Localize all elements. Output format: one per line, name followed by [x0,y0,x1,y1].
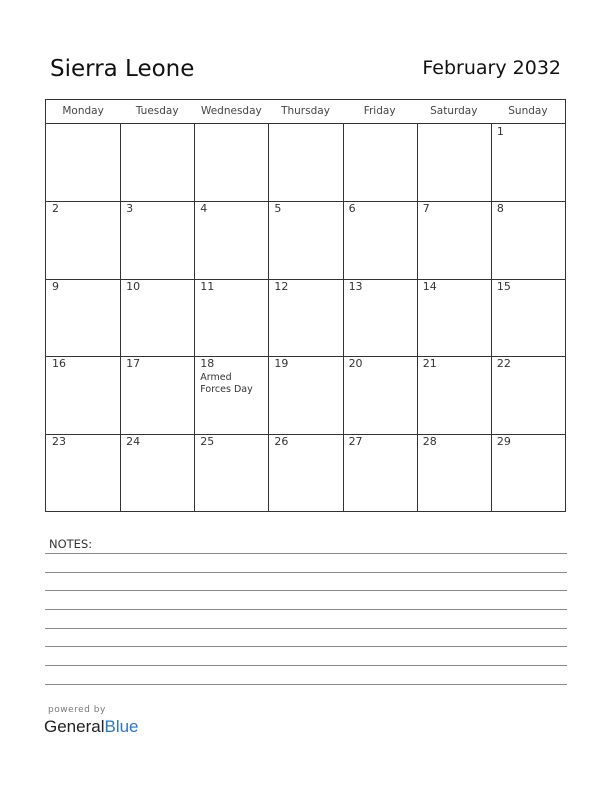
day-cell[interactable] [268,279,342,356]
day-cell[interactable] [417,279,491,356]
country-title: Sierra Leone [50,56,195,82]
day-number: 6 [348,202,356,216]
note-line [45,646,567,647]
weekday-label: Wednesday [200,105,262,117]
day-cell[interactable] [46,201,120,278]
day-grid [46,124,565,511]
day-cell[interactable] [194,124,268,201]
note-line [45,665,567,666]
day-number: 2 [52,202,59,216]
day-cell[interactable] [268,201,342,278]
day-number: 20 [348,357,363,371]
note-line [45,609,567,610]
note-line [45,684,567,685]
day-number: 8 [496,202,504,216]
day-cell[interactable] [417,124,491,201]
day-number: 14 [422,279,437,293]
generalblue-logo[interactable] [44,717,139,737]
day-number: 13 [348,279,363,293]
day-number: 19 [274,357,289,371]
day-cell[interactable] [268,356,342,433]
day-cell[interactable] [417,201,491,278]
notes-label: NOTES: [49,537,93,551]
day-number: 18 [200,357,215,371]
day-number: 4 [200,202,208,216]
day-number: 27 [348,434,363,448]
day-cell[interactable] [194,434,268,511]
day-cell[interactable] [194,356,268,433]
day-cell[interactable] [491,356,565,433]
calendar-grid [45,99,566,512]
note-line [45,572,567,573]
day-number: 16 [52,357,66,371]
day-cell[interactable] [46,124,120,201]
logo-blue: Blue [104,717,139,736]
day-number: 10 [126,279,141,293]
day-number: 15 [496,279,511,293]
day-cell[interactable] [120,279,194,356]
day-cell[interactable] [343,434,417,511]
day-cell[interactable] [343,279,417,356]
note-line [45,628,567,629]
day-cell[interactable] [194,279,268,356]
day-cell[interactable] [46,356,120,433]
day-cell[interactable] [491,124,565,201]
weekday-label: Tuesday [135,105,179,117]
day-number: 28 [422,434,437,448]
weekday-label: Thursday [281,105,330,117]
note-line [45,553,567,554]
day-number: 17 [126,357,141,371]
day-number: 24 [126,434,141,448]
day-number: 7 [422,202,430,216]
note-line [45,590,567,591]
day-number: 11 [200,279,215,293]
day-cell[interactable] [343,124,417,201]
month-title: February 2032 [422,57,561,79]
powered-by-text: powered by [48,705,106,715]
day-cell[interactable] [120,356,194,433]
day-number: 9 [52,279,59,293]
day-number: 3 [126,202,134,216]
weekday-label: Friday [363,105,396,117]
day-cell[interactable] [194,201,268,278]
day-number: 25 [200,434,215,448]
weekday-label: Saturday [430,105,478,117]
day-number: 22 [496,357,511,371]
day-number: 12 [274,279,289,293]
logo-general: General [44,717,105,736]
day-cell[interactable] [491,434,565,511]
day-cell[interactable] [268,124,342,201]
day-cell[interactable] [343,201,417,278]
day-number: 29 [496,434,511,448]
day-number: 1 [496,125,504,138]
holiday-label: Armed Forces Day [200,372,253,396]
day-cell[interactable] [120,434,194,511]
day-cell[interactable] [491,279,565,356]
weekday-label: Sunday [508,105,548,117]
day-number: 23 [52,434,66,448]
weekday-header-row [46,100,565,124]
day-number: 5 [274,202,282,216]
day-cell[interactable] [46,434,120,511]
day-cell[interactable] [120,201,194,278]
day-cell[interactable] [417,356,491,433]
day-cell[interactable] [491,201,565,278]
day-cell[interactable] [268,434,342,511]
day-cell[interactable] [343,356,417,433]
day-cell[interactable] [46,279,120,356]
day-number: 26 [274,434,289,448]
day-cell[interactable] [417,434,491,511]
weekday-label: Monday [62,105,104,117]
day-cell[interactable] [120,124,194,201]
day-number: 21 [422,357,437,371]
